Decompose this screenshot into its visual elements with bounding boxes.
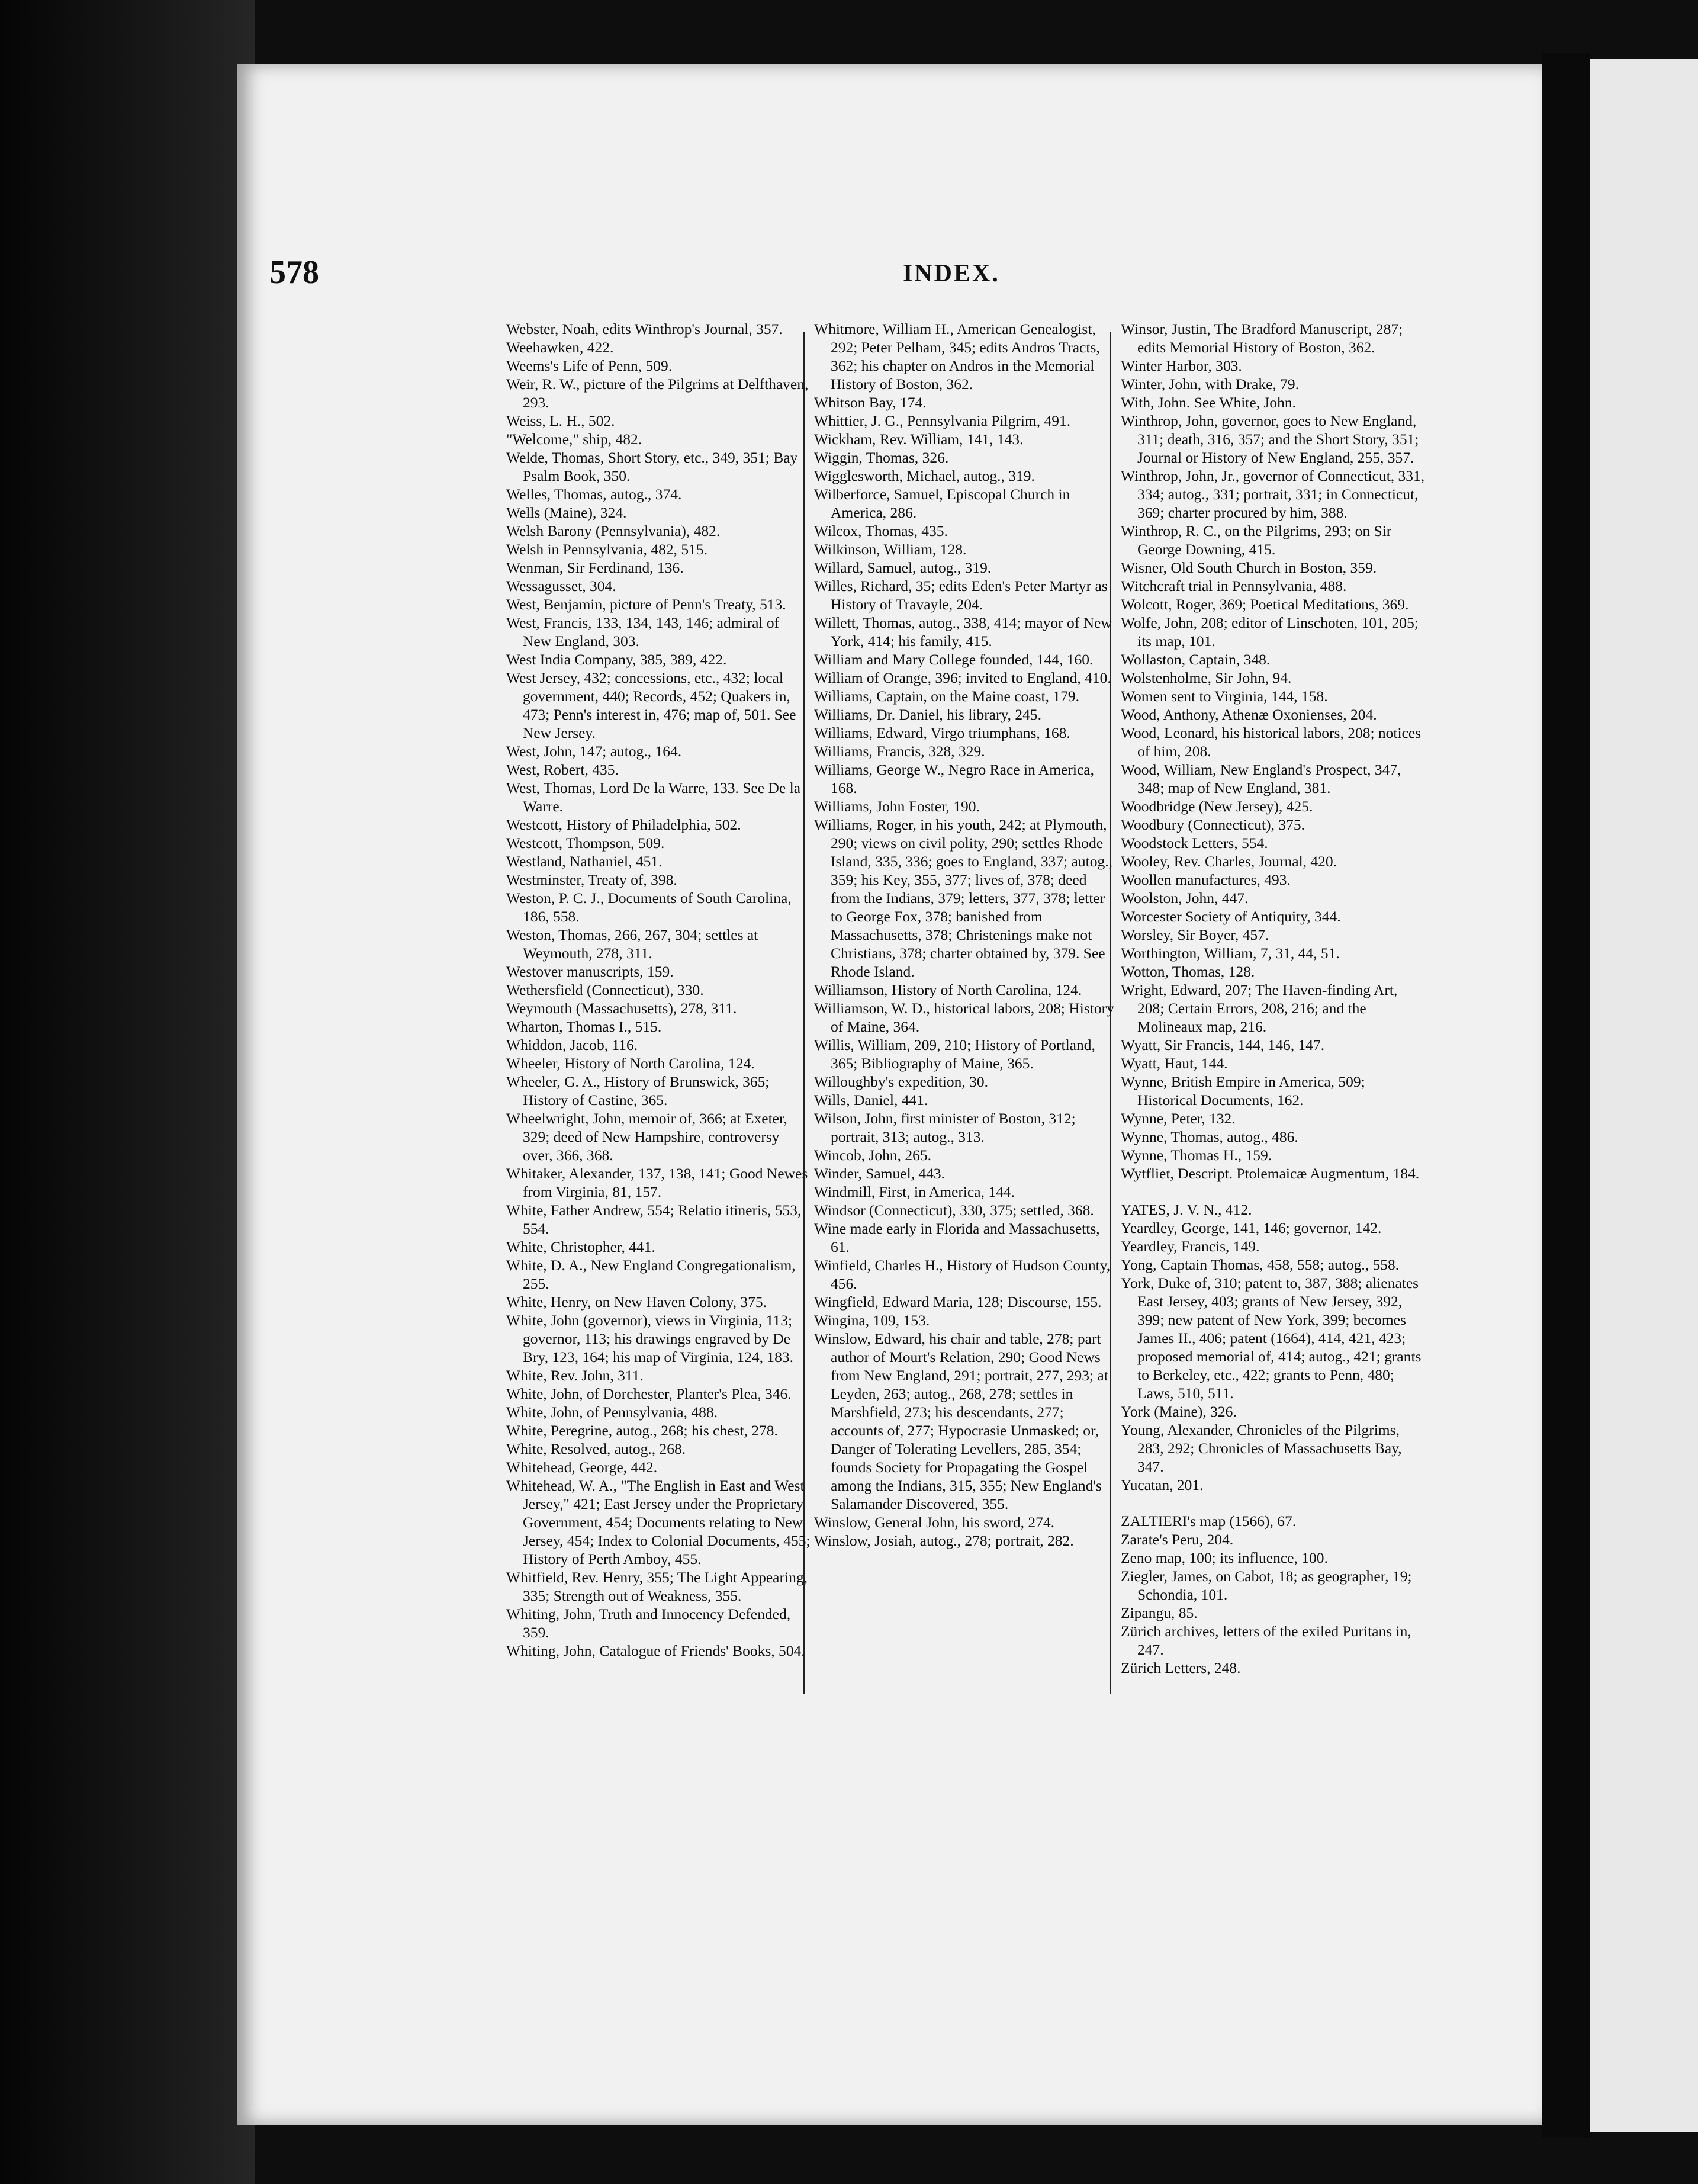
index-entry: Women sent to Virginia, 144, 158.: [1121, 688, 1328, 705]
index-entry: Willett, Thomas, autog., 338, 414; mayor of New York, 414; his family, 415.: [814, 614, 1112, 650]
index-entry: Wolfe, John, 208; editor of Linschoten, 101, 205; its map, 101.: [1121, 614, 1419, 650]
index-entry: Wynne, Thomas H., 159.: [1121, 1146, 1272, 1164]
index-entry: Willoughby's expedition, 30.: [814, 1073, 988, 1090]
index-entry: White, Peregrine, autog., 268; his chest, 278.: [506, 1422, 778, 1439]
index-entry: Williams, Francis, 328, 329.: [814, 743, 985, 760]
index-entry: Wynne, British Empire in America, 509; Historical Documents, 162.: [1121, 1073, 1365, 1109]
index-entry: Wine made early in Florida and Massachusetts, 61.: [814, 1220, 1100, 1255]
index-entry: Woolston, John, 447.: [1121, 889, 1249, 907]
index-entry: Wolcott, Roger, 369; Poetical Meditations, 369.: [1121, 596, 1409, 613]
index-entry: Winthrop, John, governor, goes to New England, 311; death, 316, 357; and the Short Story, 351; Journal or History of New England, 255, 357.: [1121, 412, 1419, 466]
index-entry: Zürich Letters, 248.: [1121, 1659, 1241, 1676]
index-entry: Zeno map, 100; its influence, 100.: [1121, 1549, 1328, 1566]
index-entry: Weiss, L. H., 502.: [506, 412, 615, 429]
index-entry: Whiting, John, Truth and Innocency Defended, 359.: [506, 1605, 791, 1641]
index-entry: Worthington, William, 7, 31, 44, 51.: [1121, 945, 1340, 962]
index-entry: Williams, John Foster, 190.: [814, 798, 980, 815]
index-entry: Whitfield, Rev. Henry, 355; The Light Appearing, 335; Strength out of Weakness, 355.: [506, 1569, 808, 1604]
index-entry: Wyatt, Haut, 144.: [1121, 1055, 1228, 1072]
index-entry: Wincob, John, 265.: [814, 1146, 931, 1164]
index-entry: West, Thomas, Lord De la Warre, 133. See De la Warre.: [506, 779, 801, 815]
index-entry: York, Duke of, 310; patent to, 387, 388; alienates East Jersey, 403; grants of New Jersey, 392, 399; new patent of New York, 399; becomes James II., 406; patent (1664), 414, 421, 423; proposed memorial of, 414; autog., 421; grants to Berkeley, etc., 422; grants to Penn, 480; Laws, 510, 511.: [1121, 1274, 1422, 1402]
index-entry: Wheeler, History of North Carolina, 124.: [506, 1055, 755, 1072]
index-entry: YATES, J. V. N., 412.: [1121, 1201, 1252, 1218]
index-entry: Wingina, 109, 153.: [814, 1312, 930, 1329]
index-entry: Whittier, J. G., Pennsylvania Pilgrim, 491.: [814, 412, 1071, 429]
index-column-1: [506, 320, 811, 1660]
index-entry: Welsh in Pennsylvania, 482, 515.: [506, 541, 708, 558]
index-entry: Wenman, Sir Ferdinand, 136.: [506, 559, 684, 576]
index-entry: Wytfliet, Descript. Ptolemaicæ Augmentum, 184.: [1121, 1165, 1420, 1182]
index-entry: Yeardley, George, 141, 146; governor, 142.: [1121, 1219, 1382, 1236]
index-entry: York (Maine), 326.: [1121, 1403, 1237, 1420]
index-entry: Westminster, Treaty of, 398.: [506, 871, 677, 888]
index-entry: Westcott, History of Philadelphia, 502.: [506, 816, 741, 833]
page-gutter: [1542, 53, 1590, 2138]
index-entry: Winter, John, with Drake, 79.: [1121, 375, 1300, 393]
facing-page-edge: [1590, 59, 1698, 2132]
index-entry: Whitehead, W. A., "The English in East and West Jersey," 421; East Jersey under the Proprietary Government, 454; Documents relating to New Jersey, 454; Index to Colonial Documents, 455; History of Perth Amboy, 455.: [506, 1477, 811, 1568]
index-entry: Weymouth (Massachusetts), 278, 311.: [506, 1000, 737, 1017]
index-entry: Welles, Thomas, autog., 374.: [506, 486, 682, 503]
index-entry: Woollen manufactures, 493.: [1121, 871, 1291, 888]
index-entry: Weston, P. C. J., Documents of South Carolina, 186, 558.: [506, 889, 792, 925]
index-entry: West Jersey, 432; concessions, etc., 432; local government, 440; Records, 452; Quakers in, 473; Penn's interest in, 476; map of, 501. See New Jersey.: [506, 669, 796, 741]
index-entry: Winder, Samuel, 443.: [814, 1165, 946, 1182]
index-entry: Wills, Daniel, 441.: [814, 1091, 928, 1109]
index-entry: Williams, Roger, in his youth, 242; at Plymouth, 290; views on civil polity, 290; settles Rhode Island, 335, 336; goes to England, 337; autog., 359; his Key, 355, 377; lives of, 378; deed from the Indians, 379; letters, 377, 378; letter to George Fox, 378; banished from Massachusetts, 378; Christenings make not Christians, 378; charter obtained by, 379. See Rhode Island.: [814, 816, 1112, 980]
index-entry: Wingfield, Edward Maria, 128; Discourse, 155.: [814, 1293, 1102, 1311]
index-entry: Welde, Thomas, Short Story, etc., 349, 351; Bay Psalm Book, 350.: [506, 449, 798, 484]
index-entry: Wolstenholme, Sir John, 94.: [1121, 669, 1292, 686]
index-entry: Windmill, First, in America, 144.: [814, 1183, 1015, 1200]
index-entry: Wilcox, Thomas, 435.: [814, 522, 948, 539]
index-entry: Willis, William, 209, 210; History of Portland, 365; Bibliography of Maine, 365.: [814, 1036, 1095, 1072]
index-entry: Williamson, W. D., historical labors, 208; History of Maine, 364.: [814, 1000, 1114, 1035]
index-entry: William of Orange, 396; invited to England, 410.: [814, 669, 1111, 686]
index-entry: Worsley, Sir Boyer, 457.: [1121, 926, 1269, 943]
running-head: INDEX.: [903, 260, 1000, 287]
index-entry: Wigglesworth, Michael, autog., 319.: [814, 467, 1035, 484]
index-entry: Willard, Samuel, autog., 319.: [814, 559, 992, 576]
index-entry: Winslow, General John, his sword, 274.: [814, 1514, 1054, 1531]
index-entry: Wharton, Thomas I., 515.: [506, 1018, 662, 1035]
index-entry: Wickham, Rev. William, 141, 143.: [814, 431, 1024, 448]
index-entry: White, D. A., New England Congregationalism, 255.: [506, 1257, 796, 1292]
index-entry: Wood, William, New England's Prospect, 347, 348; map of New England, 381.: [1121, 761, 1401, 796]
index-entry: Wynne, Peter, 132.: [1121, 1110, 1236, 1127]
index-entry: Westover manuscripts, 159.: [506, 963, 674, 980]
index-entry: Wyatt, Sir Francis, 144, 146, 147.: [1121, 1036, 1325, 1054]
index-column-2: [814, 320, 1119, 1550]
index-entry: Wynne, Thomas, autog., 486.: [1121, 1128, 1298, 1145]
index-entry: Wotton, Thomas, 128.: [1121, 963, 1255, 980]
index-entry: Wheelwright, John, memoir of, 366; at Exeter, 329; deed of New Hampshire, controversy over, 366, 368.: [506, 1110, 787, 1164]
index-entry: Young, Alexander, Chronicles of the Pilgrims, 283, 292; Chronicles of Massachusetts Bay, 347.: [1121, 1421, 1402, 1475]
index-entry: Witchcraft trial in Pennsylvania, 488.: [1121, 577, 1347, 595]
index-entry: Whitaker, Alexander, 137, 138, 141; Good Newes from Virginia, 81, 157.: [506, 1165, 808, 1200]
index-entry: Winter Harbor, 303.: [1121, 357, 1242, 374]
index-entry: Wheeler, G. A., History of Brunswick, 365; History of Castine, 365.: [506, 1073, 770, 1109]
index-entry: Westcott, Thompson, 509.: [506, 834, 665, 852]
index-entry: West, John, 147; autog., 164.: [506, 743, 682, 760]
index-entry: Williams, George W., Negro Race in America, 168.: [814, 761, 1094, 796]
index-entry: Zarate's Peru, 204.: [1121, 1531, 1234, 1548]
index-entry: Worcester Society of Antiquity, 344.: [1121, 908, 1341, 925]
index-entry: Wollaston, Captain, 348.: [1121, 651, 1271, 668]
index-entry: Wright, Edward, 207; The Haven-finding Art, 208; Certain Errors, 208, 216; and the Molineaux map, 216.: [1121, 981, 1398, 1035]
index-entry: Wiggin, Thomas, 326.: [814, 449, 949, 466]
index-entry: Wilberforce, Samuel, Episcopal Church in America, 286.: [814, 486, 1070, 521]
index-entry: Woodbury (Connecticut), 375.: [1121, 816, 1305, 833]
index-entry: ZALTIERI's map (1566), 67.: [1121, 1512, 1297, 1530]
index-entry: Weems's Life of Penn, 509.: [506, 357, 673, 374]
index-entry: Zipangu, 85.: [1121, 1604, 1198, 1621]
index-entry: Williams, Dr. Daniel, his library, 245.: [814, 706, 1042, 723]
index-entry: Woodbridge (New Jersey), 425.: [1121, 798, 1313, 815]
index-entry: West India Company, 385, 389, 422.: [506, 651, 727, 668]
index-entry: Wethersfield (Connecticut), 330.: [506, 981, 704, 998]
index-entry: Whiting, John, Catalogue of Friends' Books, 504.: [506, 1642, 805, 1659]
index-entry: Winfield, Charles H., History of Hudson County, 456.: [814, 1257, 1111, 1292]
index-entry: Weir, R. W., picture of the Pilgrims at Delfthaven, 293.: [506, 375, 809, 411]
index-entry: With, John. See White, John.: [1121, 394, 1296, 411]
index-entry: Winthrop, John, Jr., governor of Connecticut, 331, 334; autog., 331; portrait, 331; in Connecticut, 369; charter procured by him, 388.: [1121, 467, 1425, 521]
index-entry: Wood, Leonard, his historical labors, 208; notices of him, 208.: [1121, 724, 1422, 760]
index-entry: Yeardley, Francis, 149.: [1121, 1238, 1260, 1255]
index-entry: "Welcome," ship, 482.: [506, 431, 642, 448]
index-entry: White, Christopher, 441.: [506, 1238, 655, 1255]
index-entry: West, Robert, 435.: [506, 761, 619, 778]
index-entry: White, Father Andrew, 554; Relatio itineris, 553, 554.: [506, 1202, 802, 1237]
index-entry: White, John, of Dorchester, Planter's Plea, 346.: [506, 1385, 792, 1402]
index-entry: White, Henry, on New Haven Colony, 375.: [506, 1293, 767, 1311]
index-entry: Wooley, Rev. Charles, Journal, 420.: [1121, 853, 1337, 870]
index-entry: White, John, of Pennsylvania, 488.: [506, 1403, 718, 1421]
index-entry: Winthrop, R. C., on the Pilgrims, 293; on Sir George Downing, 415.: [1121, 522, 1392, 558]
index-entry: Weehawken, 422.: [506, 339, 614, 356]
page-number: 578: [269, 254, 319, 291]
index-entry: White, John (governor), views in Virginia, 113; governor, 113; his drawings engraved by De Bry, 123, 164; his map of Virginia, 124, 183.: [506, 1312, 793, 1366]
index-entry: Ziegler, James, on Cabot, 18; as geographer, 19; Schondia, 101.: [1121, 1568, 1412, 1603]
index-entry: Windsor (Connecticut), 330, 375; settled, 368.: [814, 1202, 1094, 1219]
index-entry: Wisner, Old South Church in Boston, 359.: [1121, 559, 1377, 576]
index-entry: West, Benjamin, picture of Penn's Treaty, 513.: [506, 596, 786, 613]
index-entry: West, Francis, 133, 134, 143, 146; admiral of New England, 303.: [506, 614, 780, 650]
index-entry: Woodstock Letters, 554.: [1121, 834, 1268, 852]
index-entry: Welsh Barony (Pennsylvania), 482.: [506, 522, 721, 539]
index-entry: Wilkinson, William, 128.: [814, 541, 967, 558]
index-entry: Whitson Bay, 174.: [814, 394, 927, 411]
index-entry: Winsor, Justin, The Bradford Manuscript, 287; edits Memorial History of Boston, 362.: [1121, 320, 1403, 356]
index-entry: Whiddon, Jacob, 116.: [506, 1036, 638, 1054]
index-entry: Webster, Noah, edits Winthrop's Journal, 357.: [506, 320, 783, 338]
index-entry: Wessagusset, 304.: [506, 577, 616, 595]
index-entry: Wilson, John, first minister of Boston, 312; portrait, 313; autog., 313.: [814, 1110, 1076, 1145]
index-entry: Zürich archives, letters of the exiled Puritans in, 247.: [1121, 1623, 1411, 1658]
index-entry: Whitehead, George, 442.: [506, 1459, 658, 1476]
index-entry: Winslow, Josiah, autog., 278; portrait, 282.: [814, 1532, 1074, 1549]
index-entry: Williamson, History of North Carolina, 124.: [814, 981, 1082, 998]
index-entry: White, Resolved, autog., 268.: [506, 1440, 686, 1457]
index-entry: Winslow, Edward, his chair and table, 278; part author of Mourt's Relation, 290; Good News from New England, 291; portrait, 277, 293; at Leyden, 263; autog., 268, 278; settles in Marshfield, 273; his descendants, 277; accounts of, 277; Hypocrasie Unmasked; or, Danger of Tolerating Levellers, 285, 354; founds Society for Propagating the Gospel among the Indians, 315, 355; New England's Salamander Discovered, 355.: [814, 1330, 1108, 1512]
index-column-3: [1121, 320, 1426, 1677]
index-entry: Weston, Thomas, 266, 267, 304; settles at Weymouth, 278, 311.: [506, 926, 758, 962]
index-entry: White, Rev. John, 311.: [506, 1367, 644, 1384]
index-entry: Wood, Anthony, Athenæ Oxonienses, 204.: [1121, 706, 1377, 723]
index-entry: Williams, Captain, on the Maine coast, 179.: [814, 688, 1079, 705]
index-entry: Wells (Maine), 324.: [506, 504, 627, 521]
book-binding: [0, 0, 255, 2184]
index-entry: Yucatan, 201.: [1121, 1476, 1204, 1494]
index-entry: Westland, Nathaniel, 451.: [506, 853, 663, 870]
index-entry: Williams, Edward, Virgo triumphans, 168.: [814, 724, 1070, 741]
index-entry: Willes, Richard, 35; edits Eden's Peter Martyr as History of Travayle, 204.: [814, 577, 1108, 613]
index-entry: Whitmore, William H., American Genealogist, 292; Peter Pelham, 345; edits Andros Tracts, 362; his chapter on Andros in the Memorial History of Boston, 362.: [814, 320, 1100, 393]
index-entry: William and Mary College founded, 144, 160.: [814, 651, 1094, 668]
index-entry: Yong, Captain Thomas, 458, 558; autog., 558.: [1121, 1256, 1400, 1273]
